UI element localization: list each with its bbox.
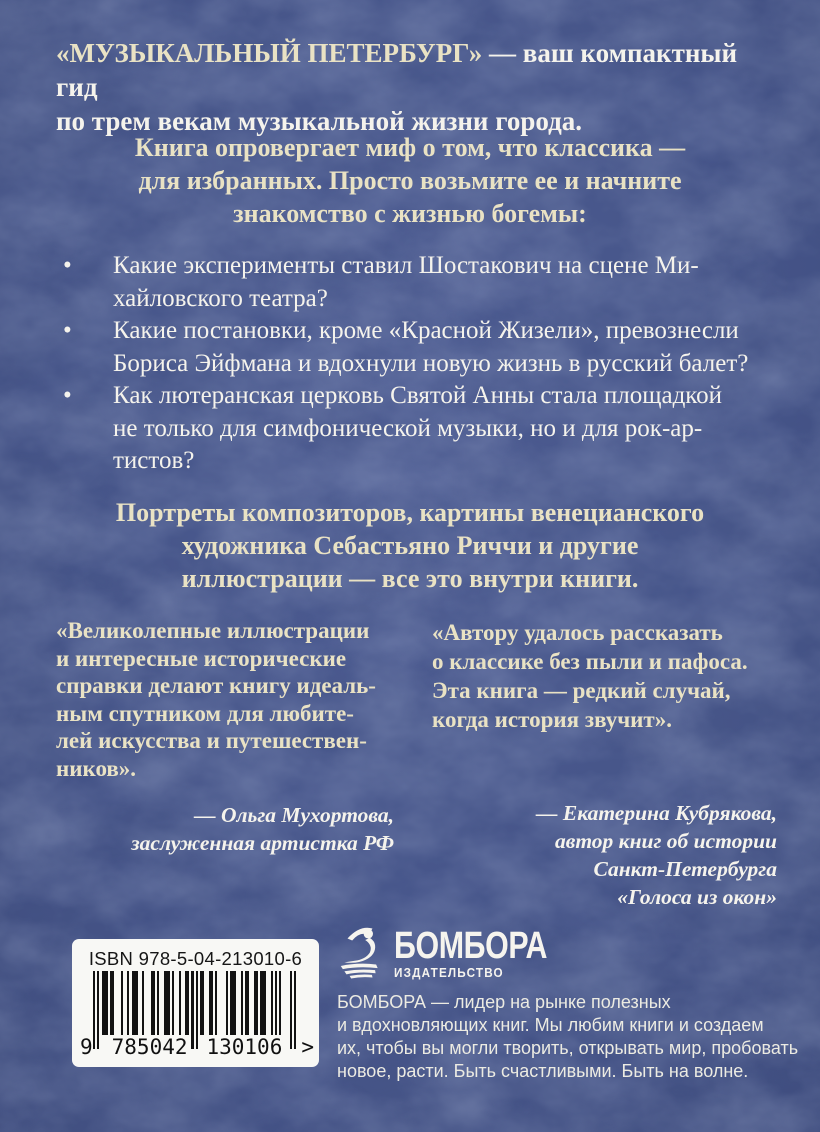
bullet-text: [113, 315, 748, 380]
bullet-list: [56, 250, 772, 478]
tagline-line2: по трем векам музыкальной жизни города.: [56, 106, 582, 136]
text-line: о классике без пыли и пафоса.: [432, 649, 748, 674]
barcode-digits: [80, 1036, 314, 1058]
review-attribution-right: [430, 799, 777, 911]
barcode-digit-group: 785042: [111, 1035, 188, 1059]
text-line: — Екатерина Кубрякова,: [536, 801, 777, 825]
tagline-tail: — ваш компактный гид: [56, 38, 738, 102]
isbn-label: ISBN 978-5-04-213010-6: [88, 948, 303, 969]
publisher-logo: [334, 926, 585, 982]
text-line: справки делают книгу идеаль-: [56, 673, 376, 698]
bullet-text: [113, 380, 722, 478]
bullet-icon: •: [63, 317, 72, 344]
tagline: [56, 36, 776, 138]
text-line: Как лютеранская церковь Святой Анны стала площадкой: [113, 382, 723, 409]
publisher-name: БОМБОРА: [394, 925, 548, 967]
text-line: Эта книга — редкий случай,: [432, 678, 731, 703]
review-quote-right: [432, 618, 784, 734]
text-line: новое, расти. Быть счастливыми. Быть на волне.: [337, 1061, 749, 1081]
barcode-panel: [72, 939, 319, 1067]
text-line: Какие постановки, кроме «Красной Жизели», превознесли: [113, 317, 739, 344]
text-line: Санкт-Петербурга: [593, 857, 777, 881]
text-line: «Голоса из окон»: [617, 885, 777, 909]
text-line: «Великолепные иллюстрации: [56, 618, 370, 643]
text-line: — Ольга Мухортова,: [194, 803, 394, 827]
text-line: Какие эксперименты ставил Шостакович на сцене Ми-: [113, 252, 699, 279]
text-line: Портреты композиторов, картины венецианского: [115, 498, 705, 527]
text-line: ным спутником для любите-: [56, 700, 354, 726]
barcode-digit-group: 9: [80, 1035, 93, 1059]
text-line: лей искусства и путешествен-: [56, 728, 367, 753]
text-line: автор книг об истории: [555, 829, 777, 853]
barcode-digit-group: 130106: [206, 1035, 283, 1059]
text-line: Бориса Эйфмана и вдохнули новую жизнь в русский балет?: [113, 349, 749, 377]
bullet-item: [56, 380, 772, 478]
text-line: Книга опровергает миф о том, что классика —: [134, 133, 686, 162]
tagline-line1: [56, 36, 776, 104]
publisher-subtitle: ИЗДАТЕЛЬСТВО: [394, 965, 504, 980]
surfer-wave-icon: [334, 926, 386, 980]
text-line: не только для симфонической музыки, но и для рок-ар-: [113, 414, 703, 442]
text-line: и вдохновляющих книг. Мы любим книги и создаем: [337, 1015, 764, 1035]
barcode-digit-group: >: [301, 1035, 314, 1059]
bullet-icon: •: [63, 382, 72, 409]
text-line: и интересные исторические: [56, 645, 347, 671]
text-line: когда история звучит».: [432, 707, 672, 732]
review-attribution-left: [50, 801, 394, 857]
publisher-logo-text: [394, 926, 585, 982]
bullet-text: [113, 250, 699, 315]
text-line: для избранных. Просто возьмите ее и начните: [138, 166, 682, 195]
publisher-description: [337, 991, 812, 1083]
intro-paragraph: [50, 131, 770, 230]
highlights-paragraph: [50, 496, 770, 595]
text-line: их, чтобы вы могли творить, открывать мир, пробовать: [337, 1038, 799, 1058]
text-line: заслуженная артистка РФ: [131, 831, 394, 855]
text-line: знакомство с жизнью богемы:: [233, 199, 587, 228]
bullet-icon: •: [63, 252, 72, 279]
text-line: иллюстрации — все это внутри книги.: [181, 564, 639, 593]
text-line: «Автору удалось рассказать: [432, 620, 723, 645]
text-line: хайловского театра?: [113, 284, 328, 312]
book-title: «МУЗЫКАЛЬНЫЙ ПЕТЕРБУРГ»: [56, 38, 483, 68]
text-line: БОМБОРА — лидер на рынке полезных: [337, 992, 671, 1012]
bullet-item: [56, 250, 772, 315]
text-line: тистов?: [113, 447, 195, 474]
text-line: ников».: [56, 755, 137, 781]
text-line: художника Себастьяно Риччи и другие: [181, 531, 639, 560]
bullet-item: [56, 315, 772, 380]
review-quote-left: [56, 617, 404, 782]
